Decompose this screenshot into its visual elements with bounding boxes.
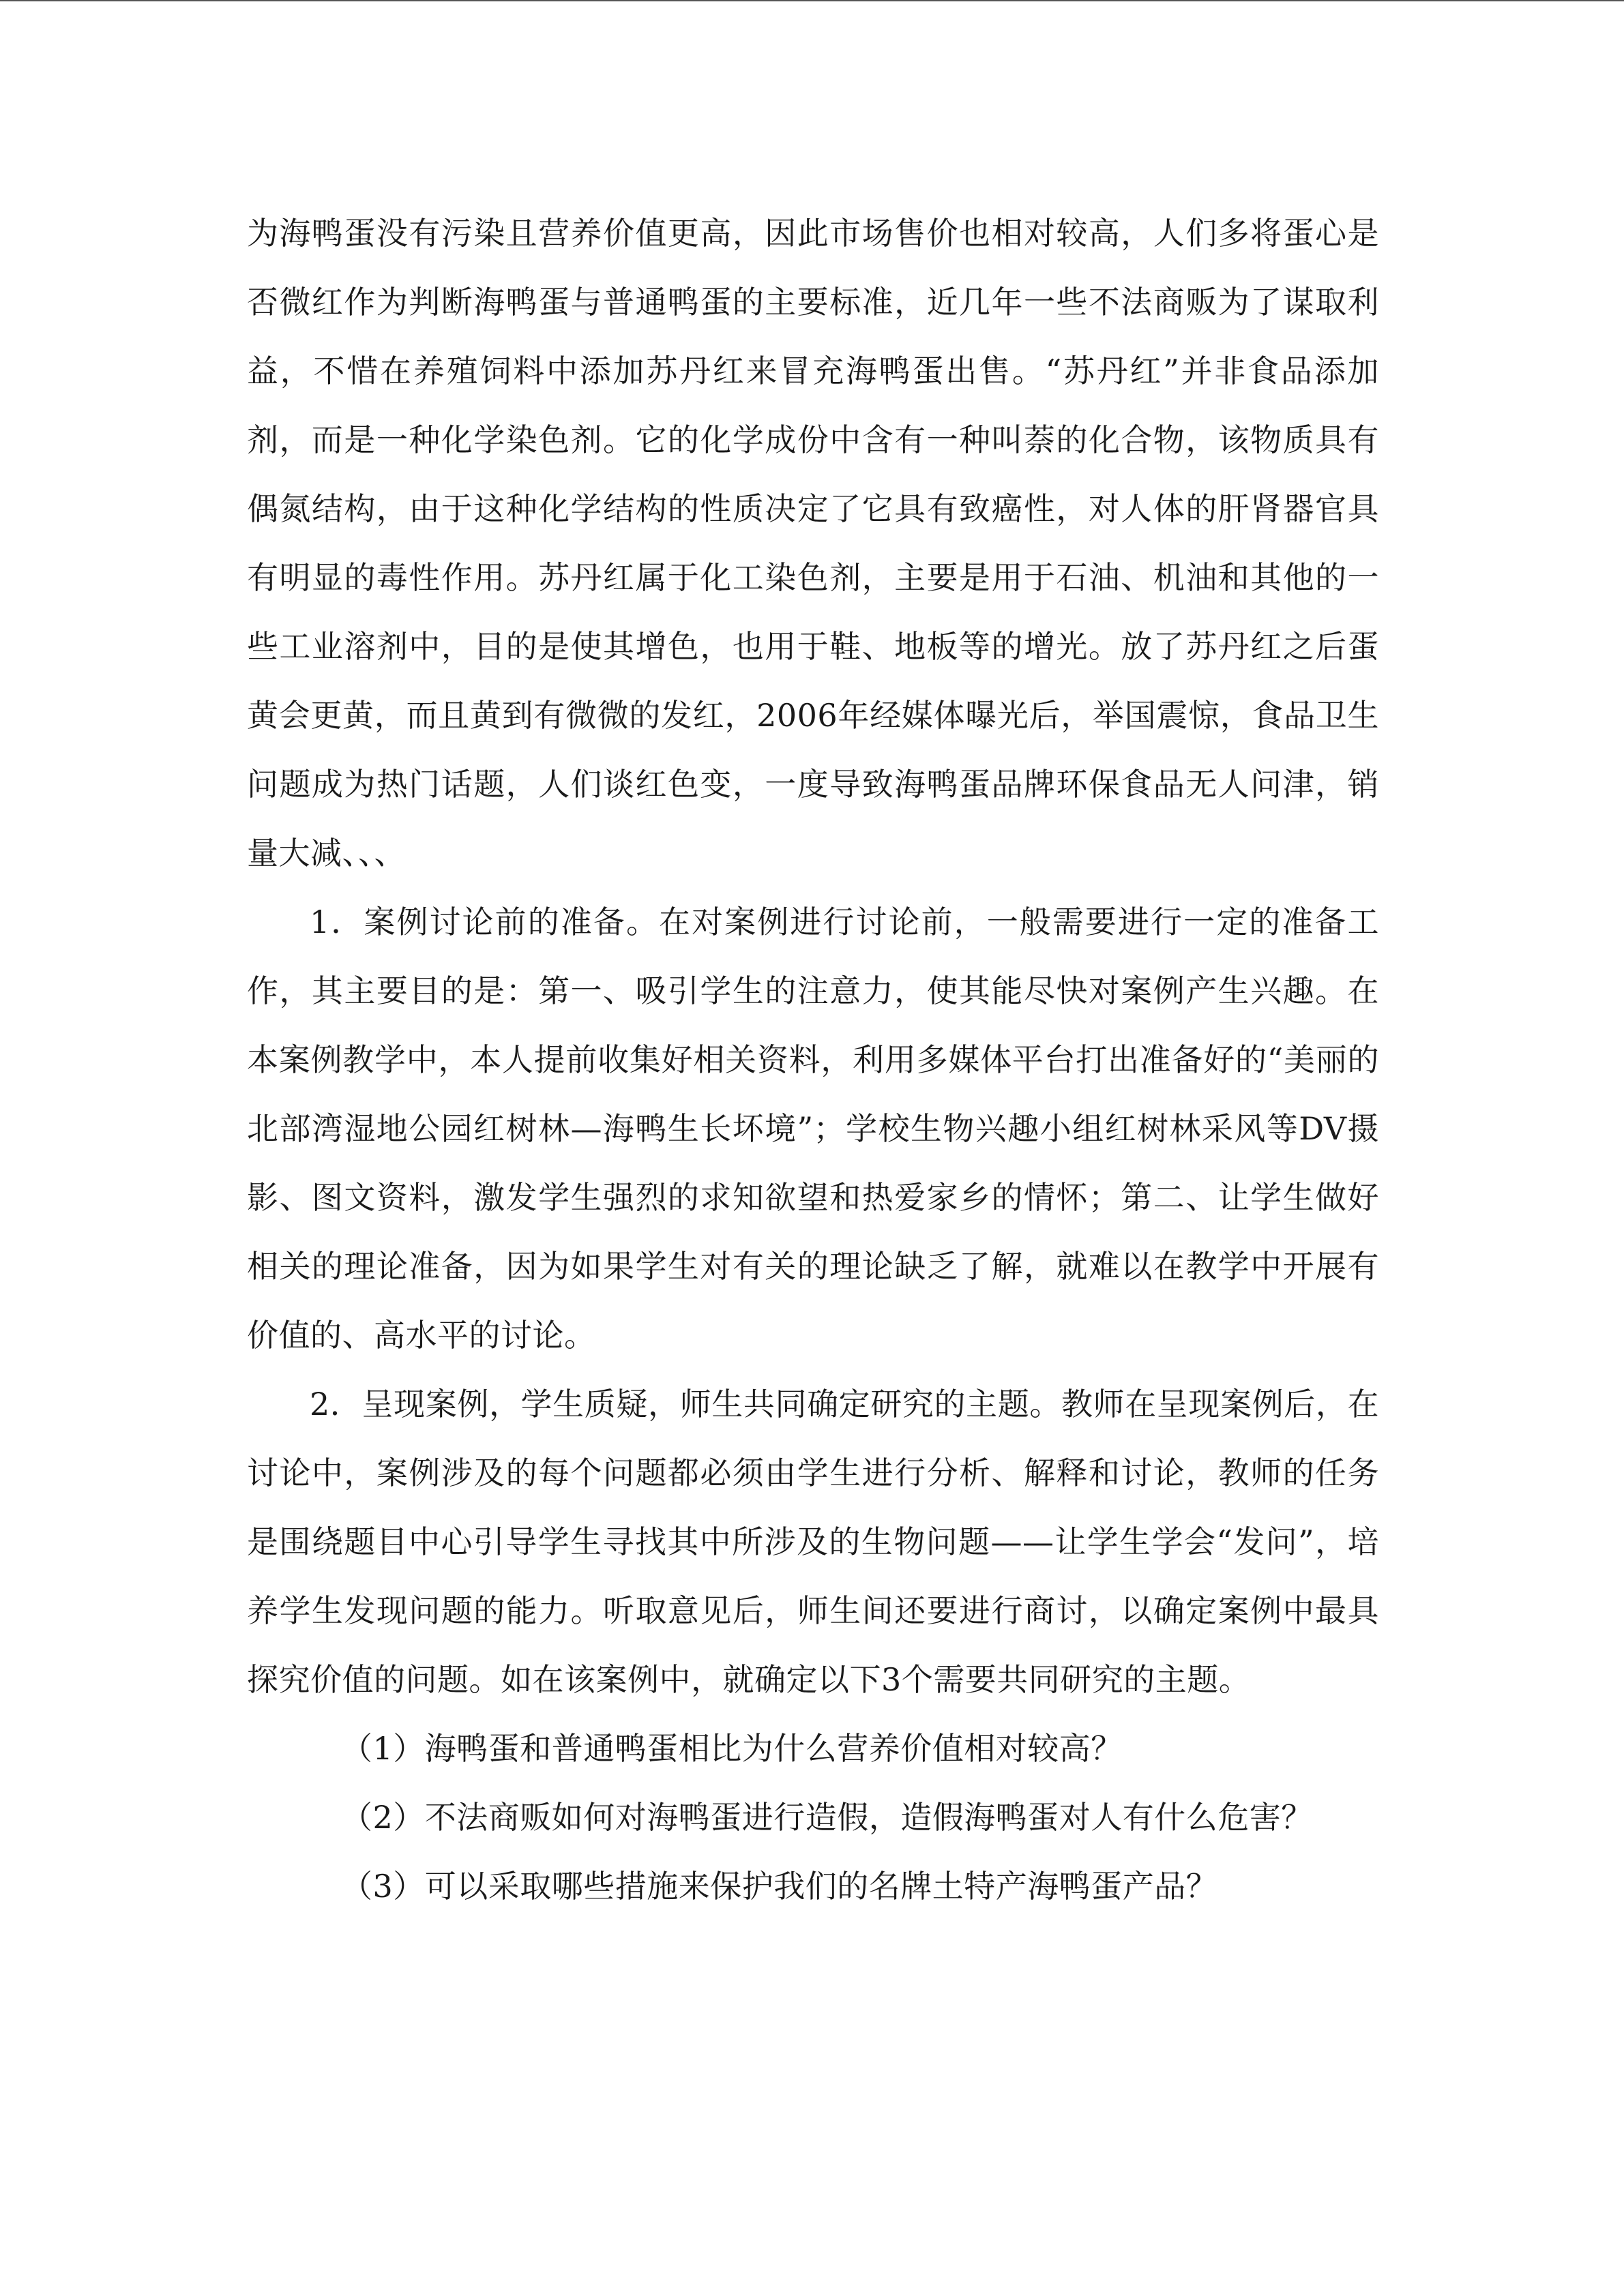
document-body	[247, 199, 1379, 1921]
paragraph-case-preparation: 1．案例讨论前的准备。在对案例进行讨论前，一般需要进行一定的准备工作，其主要目的是：第一、吸引学生的注意力，使其能尽快对案例产生兴趣。在本案例教学中，本人提前收集好相关资料，利用多媒体平台打出准备好的“美丽的北部湾湿地公园红树林—海鸭生长坏境”；学校生物兴趣小组红树林采风等DV摄影、图文资料，激发学生强烈的求知欲望和热爱家乡的情怀；第二、让学生做好相关的理论准备，因为如果学生对有关的理论缺乏了解，就难以在教学中开展有价值的、高水平的讨论。	[247, 904, 1379, 1354]
paragraph-present-case: 2．呈现案例，学生质疑，师生共同确定研究的主题。教师在呈现案例后，在讨论中，案例涉及的每个问题都必须由学生进行分析、解释和讨论，教师的任务是围绕题目中心引导学生寻找其中所涉及的生物问题——让学生学会“发问”，培养学生发现问题的能力。听取意见后，师生间还要进行商讨，以确定案例中最具探究价值的问题。如在该案例中，就确定以下3个需要共同研究的主题。	[247, 1386, 1379, 1698]
question-item-2: （2）不法商贩如何对海鸭蛋进行造假，造假海鸭蛋对人有什么危害？	[341, 1799, 1313, 1836]
question-item-3: （3）可以采取哪些措施来保护我们的名牌土特产海鸭蛋产品？	[341, 1868, 1218, 1905]
paragraph-sudan-red-background: 为海鸭蛋没有污染且营养价值更高，因此市场售价也相对较高，人们多将蛋心是否微红作为判断海鸭蛋与普通鸭蛋的主要标准，近几年一些不法商贩为了谋取利益，不惜在养殖饲料中添加苏丹红来冒充海鸭蛋出售。“苏丹红”并非食品添加剂，而是一种化学染色剂。它的化学成份中含有一种叫萘的化合物，该物质具有偶氮结构，由于这种化学结构的性质决定了它具有致癌性，对人体的肝肾器官具有明显的毒性作用。苏丹红属于化工染色剂，主要是用于石油、机油和其他的一些工业溶剂中，目的是使其增色，也用于鞋、地板等的增光。放了苏丹红之后蛋黄会更黄，而且黄到有微微的发红，2006年经媒体曝光后，举国震惊，食品卫生问题成为热门话题，人们谈红色变，一度导致海鸭蛋品牌环保食品无人问津，销量大减、、、	[247, 215, 1379, 871]
question-item-1: （1）海鸭蛋和普通鸭蛋相比为什么营养价值相对较高？	[341, 1730, 1123, 1767]
